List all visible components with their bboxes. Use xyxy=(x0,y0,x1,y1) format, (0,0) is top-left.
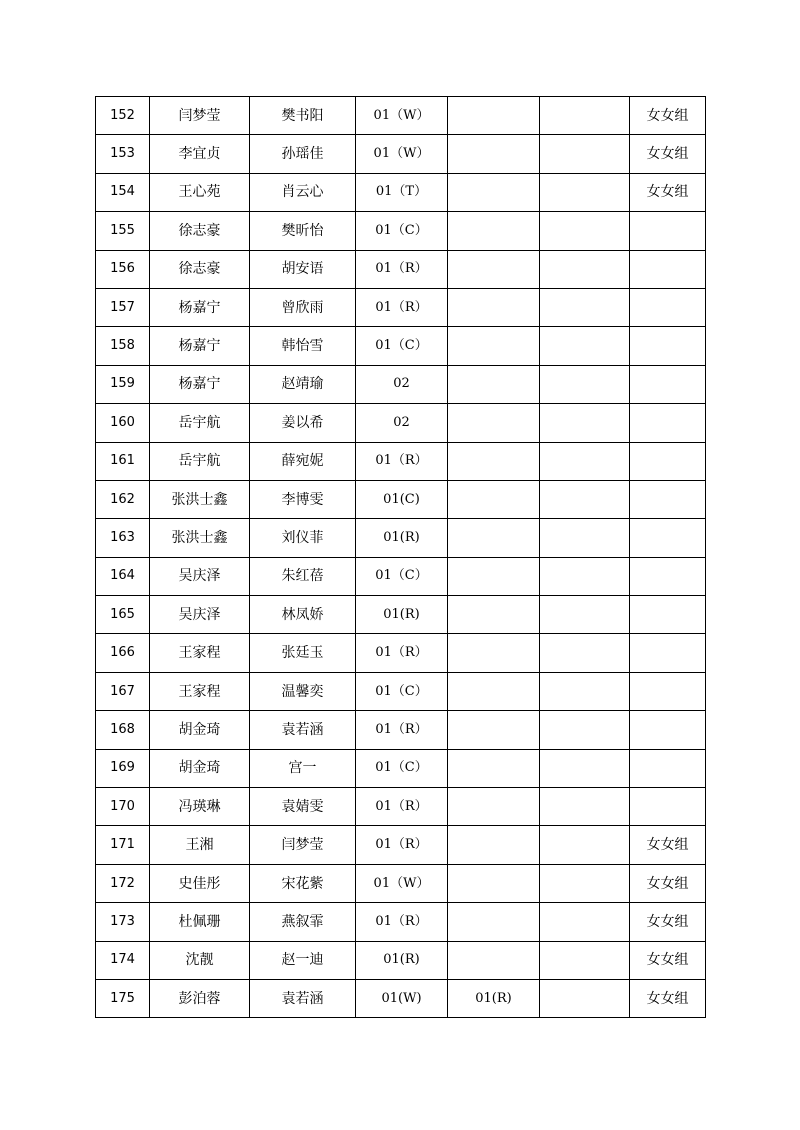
name-a-cell: 沈靓 xyxy=(150,941,250,979)
column-6-cell xyxy=(540,135,630,173)
row-number-cell: 155 xyxy=(96,212,150,250)
code-1-cell: 01（C） xyxy=(356,212,448,250)
column-6-cell xyxy=(540,173,630,211)
name-b-cell: 温馨奕 xyxy=(250,672,356,710)
table-row xyxy=(96,327,706,365)
name-b-cell: 朱红蓓 xyxy=(250,557,356,595)
code-2-cell: 01(R) xyxy=(448,979,540,1017)
roster-table-body xyxy=(96,97,706,1018)
column-6-cell xyxy=(540,903,630,941)
table-row xyxy=(96,519,706,557)
name-a-cell: 史佳彤 xyxy=(150,864,250,902)
group-cell: 女女组 xyxy=(630,135,706,173)
table-row xyxy=(96,903,706,941)
table-row xyxy=(96,864,706,902)
table-row xyxy=(96,672,706,710)
name-b-cell: 孙瑶佳 xyxy=(250,135,356,173)
row-number-cell: 156 xyxy=(96,250,150,288)
name-a-cell: 杜佩珊 xyxy=(150,903,250,941)
table-row xyxy=(96,404,706,442)
code-2-cell xyxy=(448,711,540,749)
row-number-cell: 152 xyxy=(96,97,150,135)
name-a-cell: 闫梦莹 xyxy=(150,97,250,135)
table-row xyxy=(96,826,706,864)
row-number-cell: 170 xyxy=(96,788,150,826)
column-6-cell xyxy=(540,672,630,710)
row-number-cell: 162 xyxy=(96,480,150,518)
row-number-cell: 169 xyxy=(96,749,150,787)
code-1-cell: 01（R） xyxy=(356,634,448,672)
name-a-cell: 张洪士鑫 xyxy=(150,519,250,557)
column-6-cell xyxy=(540,519,630,557)
row-number-cell: 165 xyxy=(96,596,150,634)
name-b-cell: 刘仪菲 xyxy=(250,519,356,557)
group-cell: 女女组 xyxy=(630,173,706,211)
code-1-cell: 01(R) xyxy=(356,941,448,979)
code-2-cell xyxy=(448,173,540,211)
group-cell xyxy=(630,788,706,826)
group-cell xyxy=(630,212,706,250)
table-row xyxy=(96,749,706,787)
code-1-cell: 01（C） xyxy=(356,749,448,787)
code-1-cell: 01（R） xyxy=(356,442,448,480)
name-a-cell: 冯瑛琳 xyxy=(150,788,250,826)
group-cell xyxy=(630,749,706,787)
name-b-cell: 宫一 xyxy=(250,749,356,787)
table-row xyxy=(96,135,706,173)
column-6-cell xyxy=(540,941,630,979)
group-cell xyxy=(630,711,706,749)
name-b-cell: 胡安语 xyxy=(250,250,356,288)
code-2-cell xyxy=(448,135,540,173)
column-6-cell xyxy=(540,634,630,672)
group-cell xyxy=(630,480,706,518)
code-2-cell xyxy=(448,941,540,979)
group-cell: 女女组 xyxy=(630,979,706,1017)
group-cell: 女女组 xyxy=(630,903,706,941)
table-row xyxy=(96,941,706,979)
group-cell xyxy=(630,250,706,288)
table-row xyxy=(96,480,706,518)
row-number-cell: 159 xyxy=(96,365,150,403)
name-a-cell: 吴庆泽 xyxy=(150,557,250,595)
name-b-cell: 袁婧雯 xyxy=(250,788,356,826)
name-b-cell: 韩怡雪 xyxy=(250,327,356,365)
name-a-cell: 胡金琦 xyxy=(150,749,250,787)
group-cell xyxy=(630,519,706,557)
code-1-cell: 01（R） xyxy=(356,288,448,326)
code-2-cell xyxy=(448,97,540,135)
name-b-cell: 樊昕怡 xyxy=(250,212,356,250)
code-2-cell xyxy=(448,250,540,288)
code-1-cell: 02 xyxy=(356,404,448,442)
group-cell xyxy=(630,365,706,403)
group-cell xyxy=(630,557,706,595)
row-number-cell: 164 xyxy=(96,557,150,595)
table-row xyxy=(96,250,706,288)
column-6-cell xyxy=(540,596,630,634)
name-b-cell: 姜以希 xyxy=(250,404,356,442)
column-6-cell xyxy=(540,788,630,826)
name-a-cell: 岳宇航 xyxy=(150,442,250,480)
row-number-cell: 168 xyxy=(96,711,150,749)
code-1-cell: 01（C） xyxy=(356,672,448,710)
code-2-cell xyxy=(448,365,540,403)
code-2-cell xyxy=(448,404,540,442)
name-b-cell: 林凤娇 xyxy=(250,596,356,634)
table-row xyxy=(96,288,706,326)
name-b-cell: 李博雯 xyxy=(250,480,356,518)
group-cell: 女女组 xyxy=(630,864,706,902)
code-1-cell: 01(C) xyxy=(356,480,448,518)
row-number-cell: 154 xyxy=(96,173,150,211)
code-1-cell: 01（W） xyxy=(356,135,448,173)
name-b-cell: 曾欣雨 xyxy=(250,288,356,326)
group-cell xyxy=(630,404,706,442)
column-6-cell xyxy=(540,288,630,326)
column-6-cell xyxy=(540,327,630,365)
column-6-cell xyxy=(540,864,630,902)
table-row xyxy=(96,365,706,403)
column-6-cell xyxy=(540,711,630,749)
code-1-cell: 01（R） xyxy=(356,903,448,941)
name-a-cell: 杨嘉宁 xyxy=(150,327,250,365)
name-a-cell: 王心苑 xyxy=(150,173,250,211)
code-2-cell xyxy=(448,212,540,250)
row-number-cell: 161 xyxy=(96,442,150,480)
name-a-cell: 岳宇航 xyxy=(150,404,250,442)
row-number-cell: 171 xyxy=(96,826,150,864)
code-2-cell xyxy=(448,749,540,787)
row-number-cell: 158 xyxy=(96,327,150,365)
code-2-cell xyxy=(448,672,540,710)
table-row xyxy=(96,173,706,211)
name-b-cell: 袁若涵 xyxy=(250,979,356,1017)
code-1-cell: 01（R） xyxy=(356,711,448,749)
name-a-cell: 王湘 xyxy=(150,826,250,864)
code-2-cell xyxy=(448,327,540,365)
table-row xyxy=(96,596,706,634)
row-number-cell: 166 xyxy=(96,634,150,672)
table-row xyxy=(96,442,706,480)
code-1-cell: 01（W） xyxy=(356,97,448,135)
name-a-cell: 杨嘉宁 xyxy=(150,288,250,326)
group-cell xyxy=(630,327,706,365)
row-number-cell: 157 xyxy=(96,288,150,326)
table-row xyxy=(96,711,706,749)
code-1-cell: 01(W) xyxy=(356,979,448,1017)
table-row xyxy=(96,788,706,826)
code-2-cell xyxy=(448,788,540,826)
name-a-cell: 王家程 xyxy=(150,634,250,672)
name-b-cell: 张廷玉 xyxy=(250,634,356,672)
name-b-cell: 燕叙霏 xyxy=(250,903,356,941)
code-2-cell xyxy=(448,519,540,557)
group-cell xyxy=(630,442,706,480)
row-number-cell: 160 xyxy=(96,404,150,442)
group-cell: 女女组 xyxy=(630,826,706,864)
code-1-cell: 01（R） xyxy=(356,788,448,826)
name-b-cell: 薛宛妮 xyxy=(250,442,356,480)
row-number-cell: 153 xyxy=(96,135,150,173)
column-6-cell xyxy=(540,826,630,864)
row-number-cell: 172 xyxy=(96,864,150,902)
column-6-cell xyxy=(540,749,630,787)
code-2-cell xyxy=(448,634,540,672)
group-cell: 女女组 xyxy=(630,941,706,979)
group-cell xyxy=(630,596,706,634)
code-1-cell: 01（C） xyxy=(356,327,448,365)
code-1-cell: 01（R） xyxy=(356,250,448,288)
group-cell xyxy=(630,634,706,672)
name-a-cell: 徐志豪 xyxy=(150,212,250,250)
column-6-cell xyxy=(540,365,630,403)
column-6-cell xyxy=(540,404,630,442)
code-2-cell xyxy=(448,864,540,902)
name-b-cell: 赵靖瑜 xyxy=(250,365,356,403)
name-b-cell: 肖云心 xyxy=(250,173,356,211)
name-b-cell: 赵一迪 xyxy=(250,941,356,979)
column-6-cell xyxy=(540,212,630,250)
row-number-cell: 174 xyxy=(96,941,150,979)
code-2-cell xyxy=(448,480,540,518)
name-b-cell: 樊书阳 xyxy=(250,97,356,135)
group-cell: 女女组 xyxy=(630,97,706,135)
table-row xyxy=(96,979,706,1017)
code-1-cell: 01(R) xyxy=(356,519,448,557)
code-1-cell: 01(R) xyxy=(356,596,448,634)
table-row xyxy=(96,97,706,135)
code-2-cell xyxy=(448,442,540,480)
name-a-cell: 张洪士鑫 xyxy=(150,480,250,518)
name-a-cell: 李宜贞 xyxy=(150,135,250,173)
table-row xyxy=(96,557,706,595)
code-2-cell xyxy=(448,903,540,941)
code-2-cell xyxy=(448,557,540,595)
code-2-cell xyxy=(448,826,540,864)
column-6-cell xyxy=(540,979,630,1017)
column-6-cell xyxy=(540,442,630,480)
code-1-cell: 01（R） xyxy=(356,826,448,864)
table-row xyxy=(96,634,706,672)
column-6-cell xyxy=(540,250,630,288)
row-number-cell: 173 xyxy=(96,903,150,941)
column-6-cell xyxy=(540,480,630,518)
name-a-cell: 吴庆泽 xyxy=(150,596,250,634)
name-a-cell: 杨嘉宁 xyxy=(150,365,250,403)
name-a-cell: 胡金琦 xyxy=(150,711,250,749)
row-number-cell: 163 xyxy=(96,519,150,557)
name-b-cell: 袁若涵 xyxy=(250,711,356,749)
code-1-cell: 01（W） xyxy=(356,864,448,902)
code-2-cell xyxy=(448,596,540,634)
name-a-cell: 徐志豪 xyxy=(150,250,250,288)
column-6-cell xyxy=(540,557,630,595)
roster-table xyxy=(95,96,706,1018)
name-b-cell: 宋花紫 xyxy=(250,864,356,902)
column-6-cell xyxy=(540,97,630,135)
group-cell xyxy=(630,288,706,326)
group-cell xyxy=(630,672,706,710)
name-a-cell: 王家程 xyxy=(150,672,250,710)
code-2-cell xyxy=(448,288,540,326)
row-number-cell: 167 xyxy=(96,672,150,710)
table-row xyxy=(96,212,706,250)
code-1-cell: 01（T） xyxy=(356,173,448,211)
name-b-cell: 闫梦莹 xyxy=(250,826,356,864)
row-number-cell: 175 xyxy=(96,979,150,1017)
name-a-cell: 彭泊蓉 xyxy=(150,979,250,1017)
code-1-cell: 01（C） xyxy=(356,557,448,595)
code-1-cell: 02 xyxy=(356,365,448,403)
